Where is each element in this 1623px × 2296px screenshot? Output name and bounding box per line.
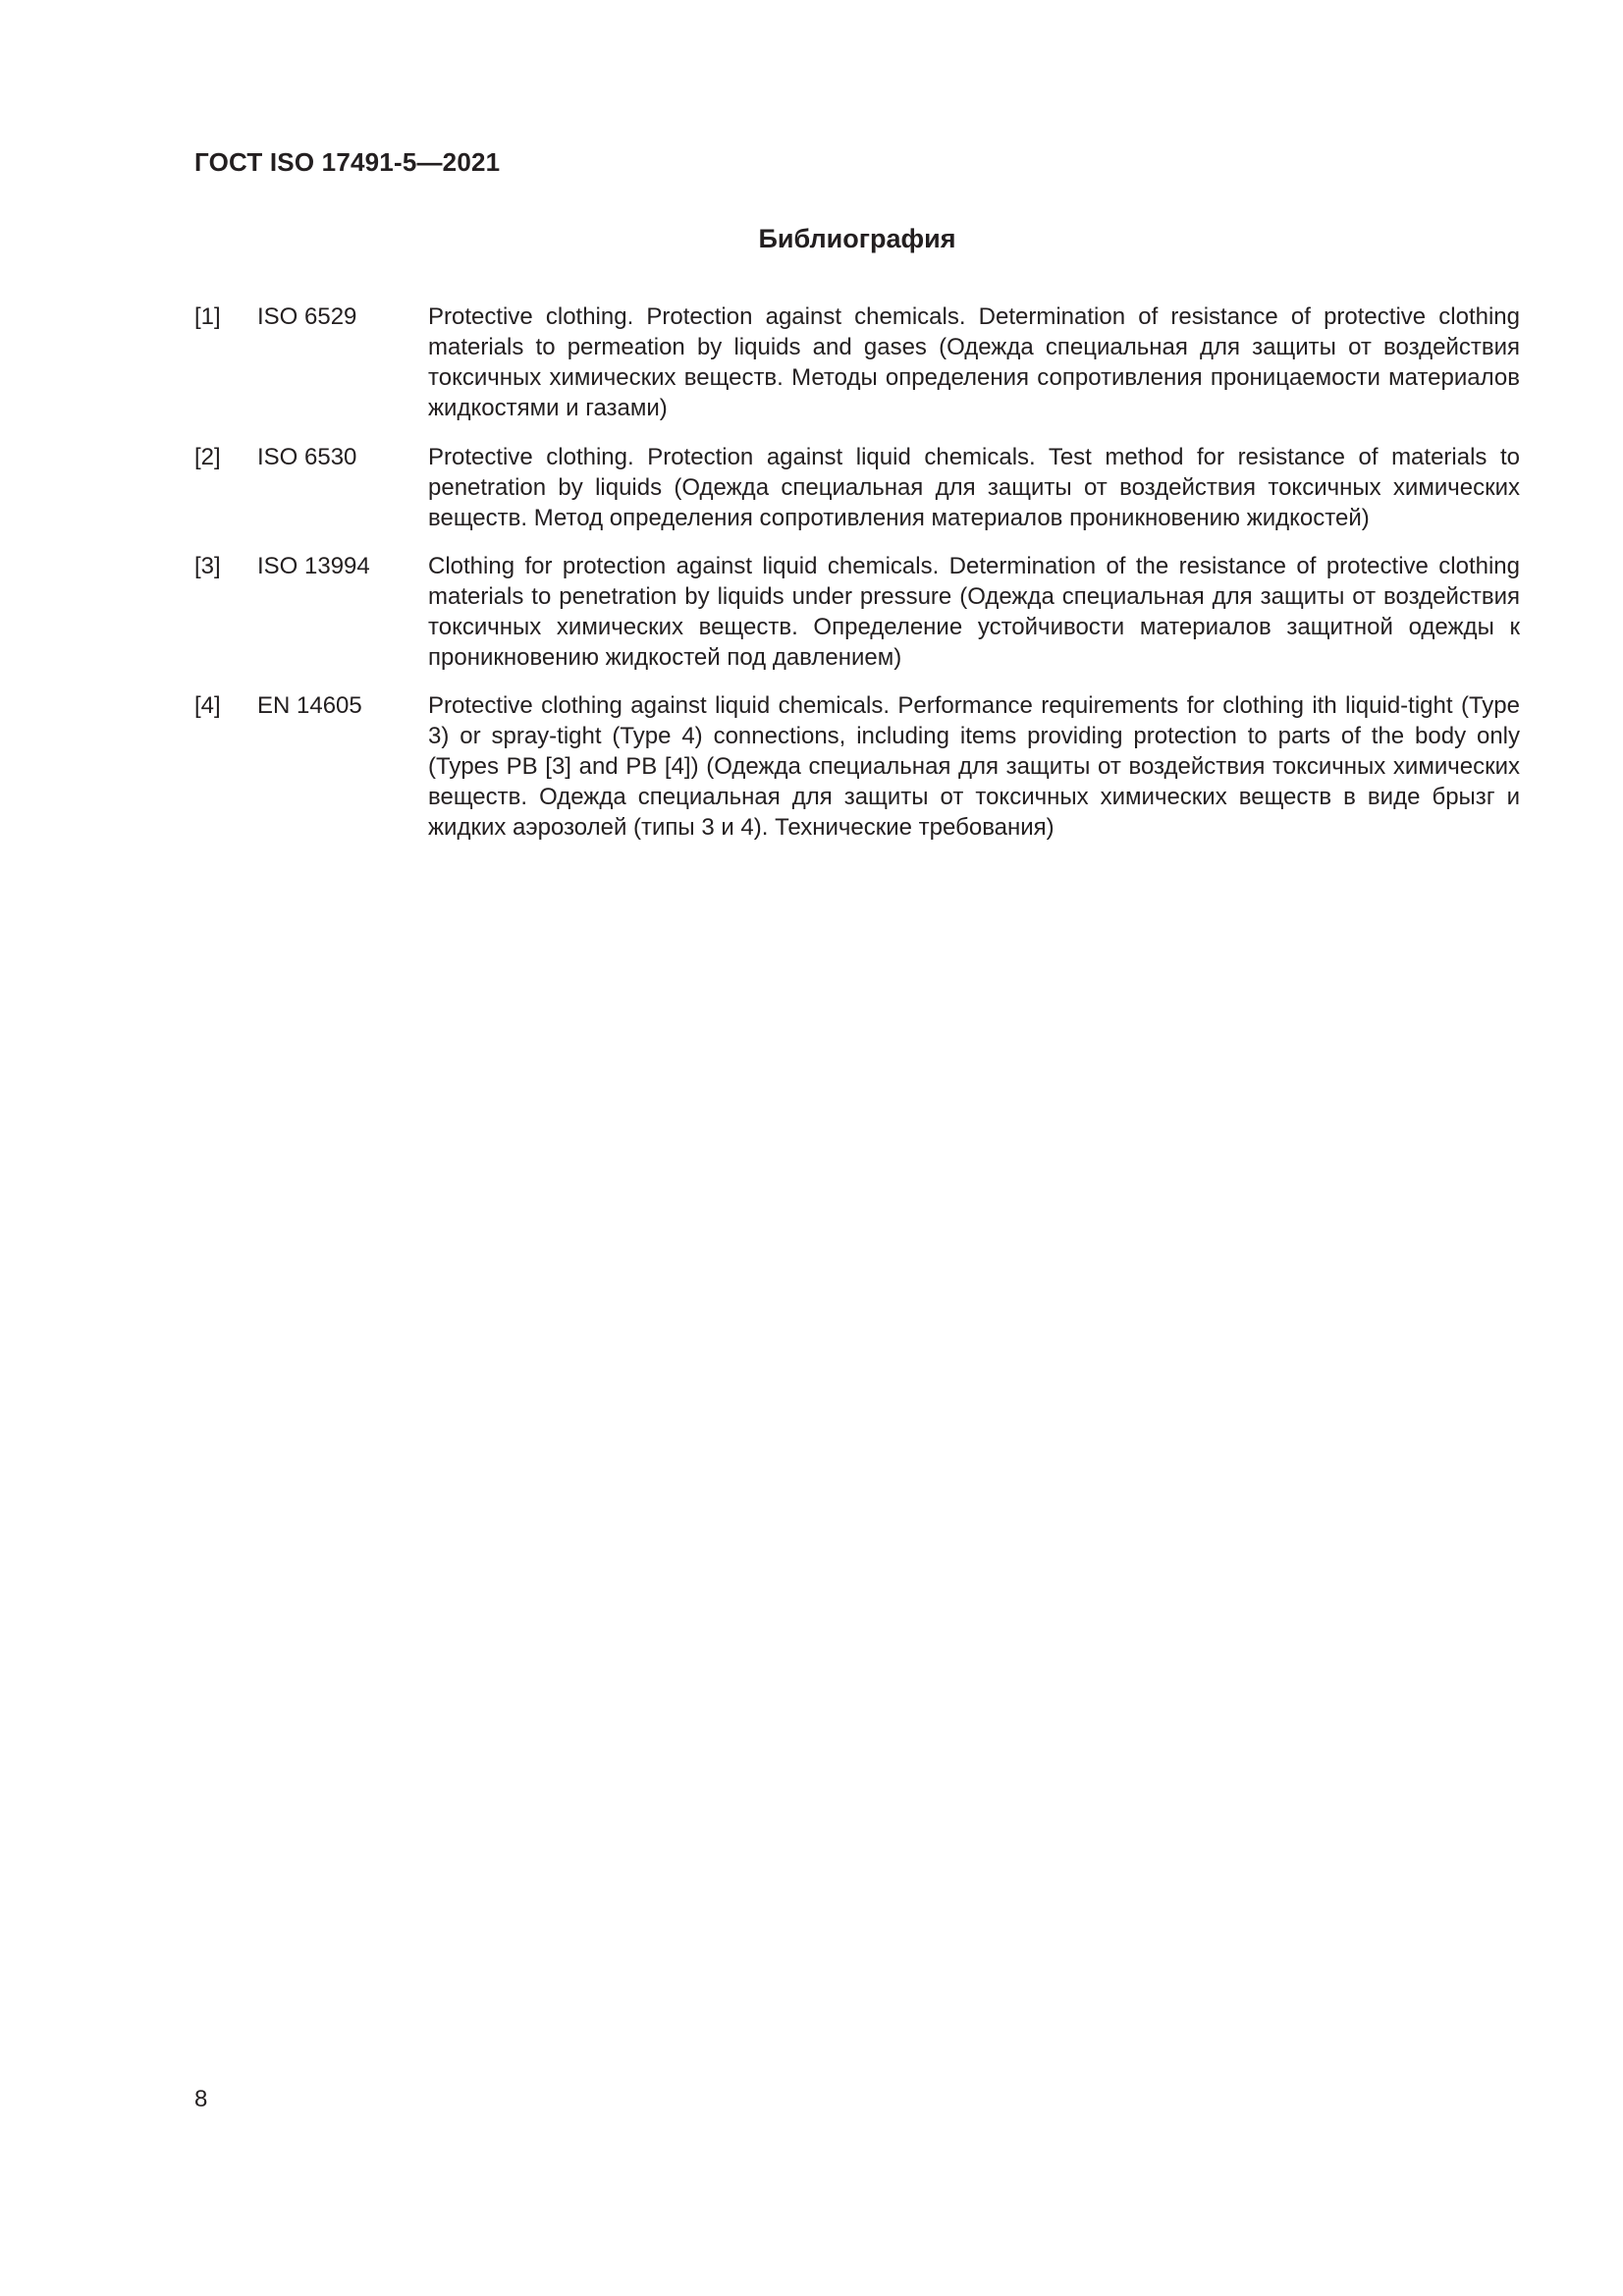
- reference-standard-code: ISO 6530: [257, 444, 357, 470]
- bibliography-entry: [194, 551, 1520, 673]
- reference-number: [2]: [194, 444, 221, 470]
- reference-number: [1]: [194, 303, 221, 330]
- reference-standard-code: EN 14605: [257, 692, 362, 719]
- reference-text: Clothing for protection against liquid chemicals. Determination of the resistance of protective clothing materials to penetration by liquids under pressure (Одежда специальная для защиты от воздействия токсичных химических веществ. Определение устойчивости материалов защитной одежды к проникновению жидкостей под давлением): [428, 553, 1520, 671]
- bibliography-entry: [194, 690, 1520, 843]
- reference-text: Protective clothing against liquid chemicals. Performance requirements for clothing ith liquid-tight (Type 3) or spray-tight (Type 4) connections, including items providing protection to parts of the body only (Types PB [3] and PB [4]) (Одежда специальная для защиты от воздействия токсичных химических веществ. Одежда специальная для защиты от токсичных химических веществ в виде брызг и жидких аэрозолей (типы 3 и 4). Технические требования): [428, 692, 1520, 841]
- reference-number: [3]: [194, 553, 221, 579]
- bibliography-list: [194, 301, 1520, 843]
- page-number: 8: [194, 2086, 208, 2112]
- reference-text: Protective clothing. Protection against chemicals. Determination of resistance of protective clothing materials to permeation by liquids and gases (Одежда специальная для защиты от воздействия токсичных химических веществ. Методы определения сопротивления проницаемости материалов жидкостями и газами): [428, 303, 1520, 421]
- running-header: ГОСТ ISO 17491-5—2021: [194, 147, 501, 177]
- reference-text: Protective clothing. Protection against liquid chemicals. Test method for resistance of materials to penetration by liquids (Одежда специальная для защиты от воздействия токсичных химических веществ. Метод определения сопротивления материалов проникновению жидкостей): [428, 444, 1520, 531]
- section-title: Библиография: [758, 224, 956, 253]
- reference-number: [4]: [194, 692, 221, 719]
- bibliography-entry: [194, 301, 1520, 423]
- bibliography-entry: [194, 442, 1520, 533]
- reference-standard-code: ISO 13994: [257, 553, 370, 579]
- reference-standard-code: ISO 6529: [257, 303, 357, 330]
